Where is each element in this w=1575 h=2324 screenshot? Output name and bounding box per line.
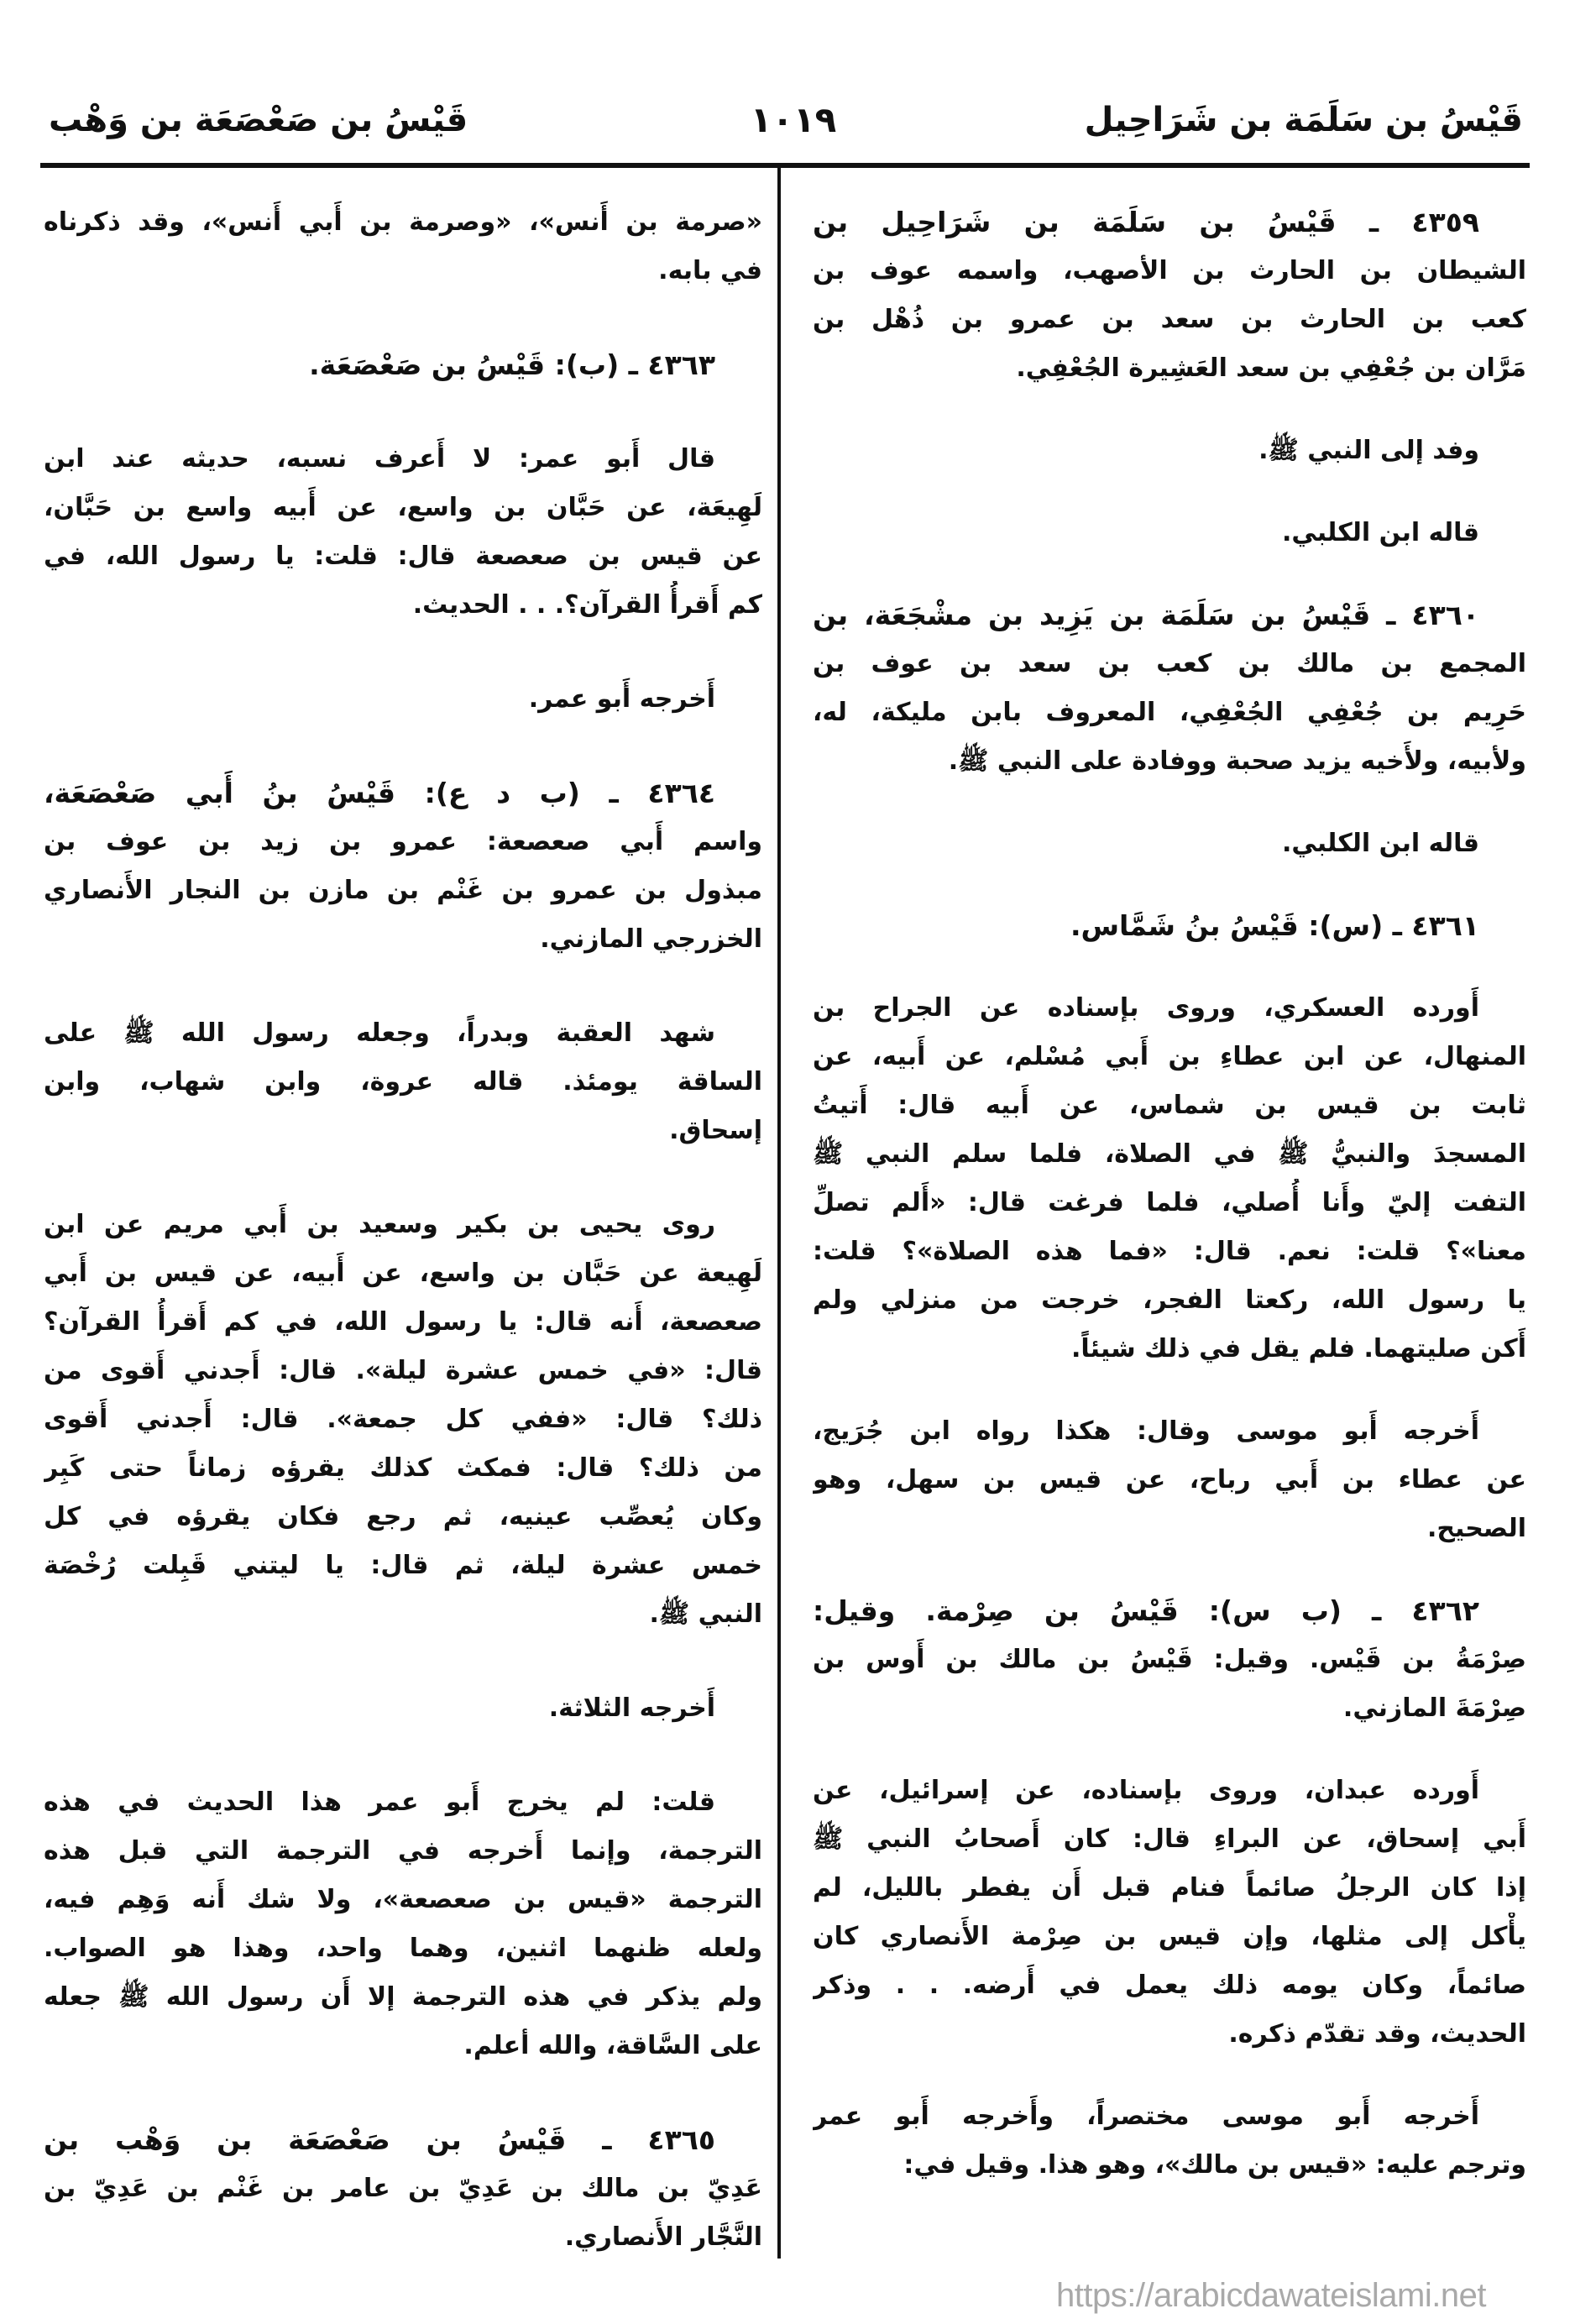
entry-title-line: ٤٣٦٢ ـ (ب س): قَيْسُ بن صِرْمة. وقيل:	[813, 1594, 1479, 1627]
text-line: المسجدَ والنبيُّ ﷺ في الصلاة، فلما سلم النبي ﷺ	[813, 1139, 1526, 1169]
text-line: خمس عشرة ليلة، ثم قال: يا ليتني قَبِلت رُخْصَة	[44, 1551, 762, 1580]
text-line: حَرِيم بن جُعْفِي الجُعْفِي، المعروف بابن مليكة، له،	[813, 698, 1526, 727]
text-line: قال: «في خمس عشرة ليلة». قال: أَجدني أَقوى من	[44, 1356, 762, 1385]
text-line: ولأبيه، ولأَخيه يزيد صحبة ووفادة على النبي ﷺ.	[948, 746, 1526, 776]
entry-title-line: ٤٣٦٠ ـ قَيْسُ بن سَلَمَة بن يَزِيد بن مشْجَعَة، بن	[813, 599, 1479, 631]
page-number: ١٠١٩	[750, 99, 837, 140]
paragraph	[813, 1767, 1526, 2059]
paragraph	[813, 819, 1526, 868]
text-line: قاله ابن الكلبي.	[1281, 829, 1479, 858]
entry-heading-paragraph	[813, 198, 1526, 393]
text-line: معنا»؟ قلت: نعم. قال: «فما هذه الصلاة»؟ قلت:	[813, 1237, 1526, 1266]
text-line: يأْكل إلى مثلها، وإن قيس بن صِرْمة الأَنصاري كان	[813, 1922, 1526, 1951]
text-line: أَخرجه أَبو موسى وقال: هكذا رواه ابن جُرَيج،	[813, 1416, 1479, 1446]
text-line: المنهال، عن ابن عطاءِ بن أَبي مُسْلم، عن أَبيه، عن	[813, 1042, 1526, 1071]
text-line: أَبي إسحاق، عن البراءِ قال: كان أَصحابُ النبي ﷺ	[813, 1824, 1526, 1854]
text-line: صائماً، وكان يومه ذلك يعمل في أَرضه. . . وذكر	[813, 1971, 1526, 2000]
entry-heading-paragraph	[813, 1587, 1526, 1733]
text-line: الحديث، وقد تقدّم ذكره.	[1228, 2019, 1526, 2049]
text-line: واسم أَبي صعصعة: عمرو بن زيد بن عوف بن	[44, 827, 762, 856]
text-line: المجمع بن مالك بن كعب بن سعد بن عوف بن	[813, 649, 1526, 678]
text-line: أَورده العسكري، وروى بإسناده عن الجراح بن	[813, 993, 1479, 1023]
entry-heading-paragraph	[813, 902, 1526, 950]
paragraph	[44, 1778, 762, 2070]
paragraph	[813, 509, 1526, 557]
text-line: أَكن صليتهما. فلم يقل في ذلك شيئاً.	[1071, 1334, 1526, 1364]
paragraph	[44, 675, 762, 724]
text-line: قاله ابن الكلبي.	[1281, 518, 1479, 547]
text-line: أَخرجه أَبو موسى مختصراً، وأَخرجه أَبو عمر	[813, 2102, 1479, 2131]
paragraph	[813, 427, 1526, 475]
entry-title-line: ٤٣٥٩ ـ قَيْسُ بن سَلَمَة بن شَرَاحِيل بن	[813, 206, 1479, 238]
paragraph	[44, 198, 762, 296]
text-line: مَرَّان بن جُعْفِي بن سعد العَشِيرة الجُعْفِي.	[1016, 353, 1526, 383]
text-line: أَخرجه الثلاثة.	[548, 1693, 715, 1723]
text-line: التفت إليّ وأَنا أُصلي، فلما فرغت قال: «أَلم تصلِّ	[813, 1188, 1526, 1217]
paragraph	[44, 1684, 762, 1733]
text-line: إسحاق.	[669, 1116, 762, 1145]
text-line: الترجمة «قيس بن صعصعة»، ولا شك أَنه وَهِم فيه،	[44, 1885, 762, 1914]
entry-heading-paragraph	[44, 2116, 762, 2262]
text-line: وكان يُعصِّب عينيه، ثم رجع فكان يقرؤه في كل	[44, 1502, 762, 1531]
entry-title-line: ٤٣٦٤ ـ (ب د ع): قَيْسُ بنُ أَبي صَعْصَعَة،	[44, 777, 715, 809]
watermark-url: https://arabicdawateislami.net	[1056, 2277, 1486, 2314]
text-column-left	[44, 198, 762, 2307]
text-line: يا رسول الله، ركعتا الفجر، خرجت من منزلي ولم	[813, 1285, 1526, 1315]
text-line: صعصعة، أَنه قال: يا رسول الله، في كم أَقرأُ القرآن؟	[44, 1307, 762, 1337]
text-line: قلت: لم يخرج أَبو عمر هذا الحديث في هذه	[44, 1787, 715, 1817]
entry-title-line: ٤٣٦٥ ـ قَيْسُ بن صَعْصَعَة بن وَهْب بن	[44, 2123, 715, 2156]
paragraph	[44, 1201, 762, 1639]
entry-title-line: ٤٣٦١ ـ (س): قَيْسُ بنُ شَمَّاس.	[1070, 909, 1479, 942]
text-line: وترجم عليه: «قيس بن مالك»، وهو هذا. وقيل في:	[903, 2150, 1526, 2180]
text-line: لَهِيعة عن حَبَّان بن واسع، عن أَبيه، عن قيس بن أَبي	[44, 1259, 762, 1288]
text-column-right	[813, 198, 1526, 2223]
text-line: أَورده عبدان، وروى بإسناده، عن إسرائيل، عن	[813, 1776, 1479, 1805]
text-line: على السَّاقة، والله أعلم.	[463, 2031, 762, 2060]
text-line: الصحيح.	[1427, 1514, 1526, 1543]
text-line: في بابه.	[658, 256, 762, 285]
text-line: الساقة يومئذ. قاله عروة، وابن شهاب، وابن	[44, 1067, 762, 1097]
text-line: قال أَبو عمر: لا أَعرف نسبه، حديثه عند ابن	[44, 444, 715, 474]
paragraph	[813, 2092, 1526, 2190]
paragraph	[813, 1407, 1526, 1553]
paragraph	[813, 984, 1526, 1374]
text-line: مبذول بن عمرو بن غَنْم بن مازن بن النجار الأَنصاري	[44, 876, 762, 905]
paragraph	[44, 1009, 762, 1155]
text-line: النَّجَّار الأَنصاري.	[564, 2222, 762, 2252]
text-line: الخزرجي المازني.	[540, 924, 762, 954]
column-divider	[777, 166, 781, 2259]
text-line: كعب بن الحارث بن سعد بن عمرو بن ذُهْل بن	[813, 305, 1526, 334]
text-line: «صرمة بن أَنس»، «وصرمة بن أَبي أَنس»، وقد ذكرناه	[44, 207, 762, 237]
text-line: إذا كان الرجلُ صائماً فنام قبل أَن يفطر بالليل، لم	[813, 1873, 1526, 1903]
entry-heading-paragraph	[44, 769, 762, 964]
text-line: الترجمة، وإنما أَخرجه في الترجمة التي قبل هذه	[44, 1836, 762, 1866]
text-line: أَخرجه أَبو عمر.	[528, 684, 715, 714]
text-line: من ذلك؟ قال: فمكث كذلك يقرؤه زماناً حتى كَبِر	[44, 1453, 762, 1483]
entry-title-line: ٤٣٦٣ ـ (ب): قَيْسُ بن صَعْصَعَة.	[309, 348, 715, 381]
text-line: ذلك؟ قال: «ففي كل جمعة». قال: أَجدني أَقوى	[44, 1405, 762, 1434]
text-line: وفد إلى النبي ﷺ.	[1258, 436, 1479, 465]
text-line: روى يحيى بن بكير وسعيد بن أَبي مريم عن ابن	[44, 1210, 715, 1239]
text-line: عن عطاء بن أَبي رباح، عن قيس بن سهل، وهو	[813, 1465, 1526, 1494]
text-line: الشيطان بن الحارث بن الأصهب، واسمه عوف بن	[813, 256, 1526, 285]
text-line: شهد العقبة وبدراً، وجعله رسول الله ﷺ على	[44, 1018, 715, 1048]
text-line: ثابت بن قيس بن شماس، عن أَبيه قال: أَتيتُ	[813, 1091, 1526, 1120]
paragraph	[44, 435, 762, 630]
header-rule	[40, 163, 1530, 168]
text-line: صِرْمَةُ بن قَيْس. وقيل: قَيْسُ بن مالك بن أَوس بن	[813, 1645, 1526, 1674]
running-header-right: قَيْسُ بن سَلَمَة بن شَرَاحِيل	[1084, 101, 1523, 139]
entry-heading-paragraph	[813, 591, 1526, 786]
text-line: لَهِيعَة، عن حَبَّان بن واسع، عن أَبيه واسع بن حَبَّان،	[44, 493, 762, 522]
text-line: عَدِيّ بن مالك بن عَدِيّ بن عامر بن غَنْم بن عَدِيّ بن	[44, 2174, 762, 2203]
text-line: عن قيس بن صعصعة قال: قلت: يا رسول الله، في	[44, 542, 762, 571]
text-line: كم أَقرأُ القرآن؟. . . الحديث.	[412, 590, 762, 620]
running-header-left: قَيْسُ بن صَعْصَعَة بن وَهْب	[49, 101, 468, 139]
text-line: ولم يذكر في هذه الترجمة إلا أَن رسول الله ﷺ جعله	[44, 1982, 762, 2012]
text-line: النبي ﷺ.	[649, 1599, 762, 1629]
text-line: ولعله ظنهما اثنين، وهما واحد، وهذا هو الصواب.	[44, 1934, 762, 1963]
text-line: صِرْمَةَ المازني.	[1342, 1693, 1526, 1723]
entry-heading-paragraph	[44, 341, 762, 390]
